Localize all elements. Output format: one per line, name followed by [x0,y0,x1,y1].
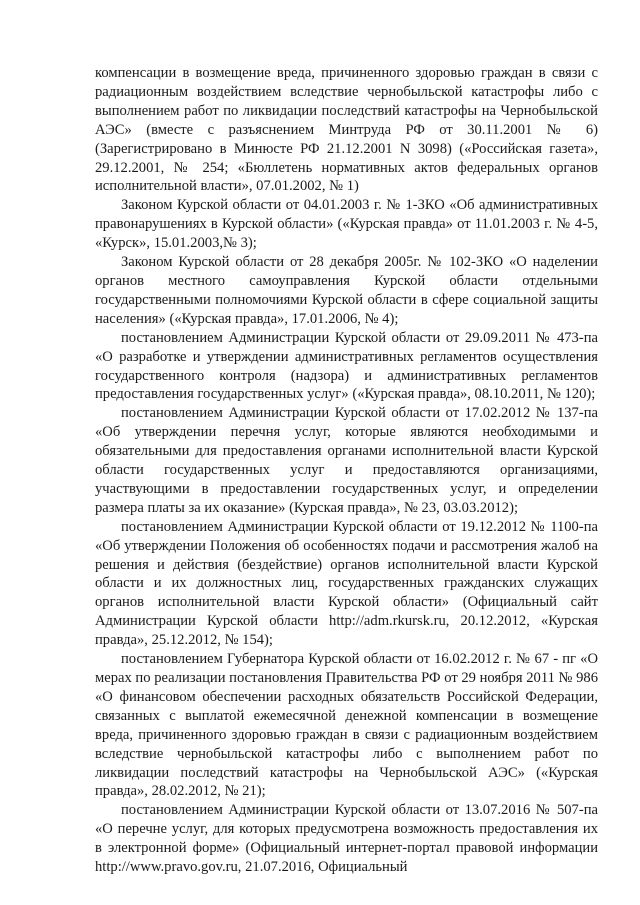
paragraph-continuation: компенсации в возмещение вреда, причиненного здоровью граждан в связи с радиационным воздействием вследствие чернобыльской катастрофы либо с выполнением работ по ликвидации последствий катастрофы на Чернобыльской АЭС» (вместе с разъяснением Минтруда РФ от 30.11.2001 № 6) (Зарегистрировано в Минюсте РФ 21.12.2001 N 3098) («Российская газета», 29.12.2001, № 254; «Бюллетень нормативных актов федеральных органов исполнительной власти», 07.01.2002, № 1) [95,65,598,195]
paragraph-governor-resolution-67-pg: постановлением Губернатора Курской области от 16.02.2012 г. № 67 - пг «О мерах по реализации постановления Правительства РФ от 29 ноября 2011 № 986 «О финансовом обеспечении расходных обязательств Российской Федерации, связанных с выплатой ежемесячной денежной компенсации в возмещение вреда, причиненного здоровью граждан в связи с радиационным воздействием вследствие чернобыльской катастрофы либо с выполнением работ по ликвидации последствий катастрофы на Чернобыльской АЭС» («Курская правда», 28.02.2012, № 21); [95,651,598,800]
paragraph-kursk-law-administrative-offenses: Законом Курской области от 04.01.2003 г. № 1-ЗКО «Об административных правонарушениях в Курской области» («Курская правда» от 11.01.2003 г. № 4-5, «Курск», 15.01.2003,№ 3); [95,197,598,252]
paragraph-resolution-507-pa: постановлением Администрации Курской области от 13.07.2016 № 507-па «О перечне услуг, для которых предусмотрена возможность предоставления их в электронной форме» (Официальный интернет-портал правовой информации http://www.pravo.gov.ru, 21.07.2016, Официальный [95,802,598,876]
paragraph-resolution-1100-pa: постановлением Администрации Курской области от 19.12.2012 № 1100-па «Об утверждении Положения об особенностях подачи и рассмотрения жалоб на решения и действия (бездействие) органов исполнительной власти Курской области и их должностных лиц, государственных гражданских служащих органов исполнительной власти Курской области» (Официальный сайт Администрации Курской области http://adm.rkursk.ru, 20.12.2012, «Курская правда», 25.12.2012, № 154); [95,518,598,649]
paragraph-resolution-473-pa: постановлением Администрации Курской области от 29.09.2011 № 473-па «О разработке и утверждении административных регламентов осуществления государственного контроля (надзора) и административных регламентов предоставления государственных услуг» («Курская правда», 08.10.2011, № 120); [95,329,598,403]
document-page [95,64,598,877]
paragraph-resolution-137-pa: постановлением Администрации Курской области от 17.02.2012 № 137-па «Об утверждении перечня услуг, которые являются необходимыми и обязательными для предоставления органами исполнительной власти Курской области государственных услуг и предоставляются организациями, участвующими в предоставлении государственных услуг, и определении размера платы за их оказание» (Курская правда», № 23, 03.03.2012); [95,405,598,516]
paragraph-kursk-law-local-government-powers: Законом Курской области от 28 декабря 2005г. № 102-ЗКО «О наделении органов местного самоуправления Курской области отдельными государственными полномочиями Курской области в сфере социальной защиты населения» («Курская правда», 17.01.2006, № 4); [95,254,598,327]
